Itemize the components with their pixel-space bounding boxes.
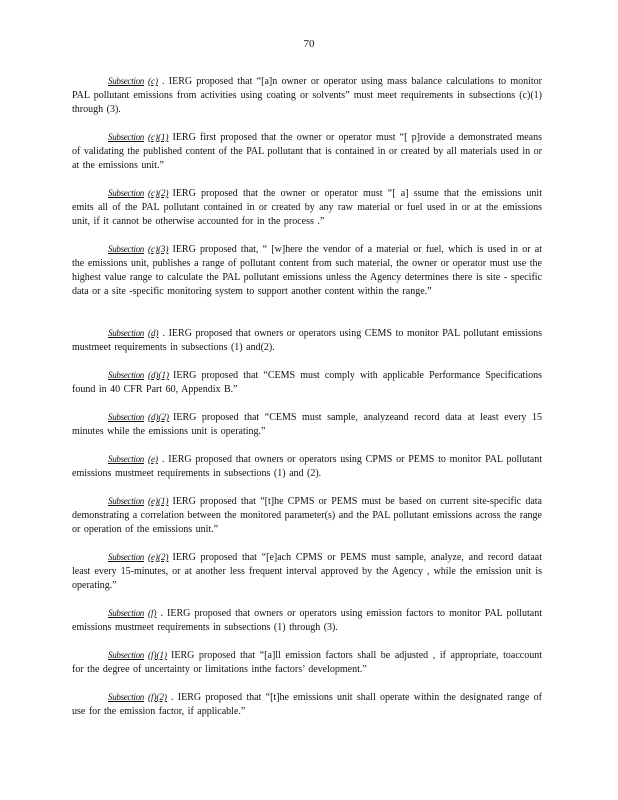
- subsection-ref: (c)(1): [148, 132, 169, 142]
- paragraph-d: [72, 326, 542, 355]
- paragraph-text: IERG proposed that “CEMS must comply with applicable Performance Specifications found in 40 CFR Part 60, Appendix B.”: [72, 370, 542, 395]
- paragraph-text: IERG first proposed that the owner or operator must “[ p]rovide a demonstrated means of validating the published content of the PAL pollutant that is contained in or created by all materials used in or at the emissions unit.”: [72, 132, 542, 171]
- paragraph-text: IERG proposed that “[e]ach CPMS or PEMS must sample, analyze, and record dataat least every 15-minutes, or at another less frequent interval approved by the Agency , while the emission unit is operating.”: [72, 552, 542, 591]
- subsection-ref: (e)(1): [148, 496, 169, 506]
- subsection-label: Subsection: [108, 328, 144, 338]
- paragraph-text: IERG proposed that “CEMS must sample, analyzeand record data at least every 15 minutes while the emissions unit is operating.”: [72, 412, 542, 437]
- subsection-ref: (d)(1): [148, 370, 169, 380]
- paragraph-e2: [72, 550, 542, 593]
- subsection-ref: (d)(2): [148, 412, 169, 422]
- paragraph-text: IERG proposed that the owner or operator must “[ a] ssume that the emissions unit emits all of the PAL pollutant contained in or created by any raw material or fuel used in or at the emissions unit, if it cannot be otherwise accounted for in the process .”: [72, 188, 542, 227]
- paragraph-text: IERG proposed that “[t]he CPMS or PEMS must be based on current site-specific data demonstrating a correlation between the monitored parameter(s) and the PAL pollutant emissions across the range or operation of the emissions unit.”: [72, 496, 542, 535]
- paragraph-text: . IERG proposed that owners or operators using CEMS to monitor PAL pollutant emissions mustmeet requirements in subsections (1) and(2).: [72, 328, 542, 353]
- paragraph-e1: [72, 494, 542, 537]
- subsection-ref: (f)(1): [148, 650, 167, 660]
- subsection-label: Subsection: [108, 496, 144, 506]
- paragraph-text: . IERG proposed that owners or operators using CPMS or PEMS to monitor PAL pollutant emissions mustmeet requirements in subsections (1) and (2).: [72, 454, 542, 479]
- subsection-label: Subsection: [108, 650, 144, 660]
- subsection-ref: (c)(3): [148, 244, 169, 254]
- subsection-label: Subsection: [108, 552, 144, 562]
- subsection-ref: (e): [148, 454, 158, 464]
- paragraph-c: [72, 74, 542, 117]
- page-number: 70: [303, 38, 315, 50]
- subsection-label: Subsection: [108, 188, 144, 198]
- subsection-label: Subsection: [108, 412, 144, 422]
- subsection-label: Subsection: [108, 454, 144, 464]
- paragraph-d2: [72, 410, 542, 439]
- subsection-label: Subsection: [108, 132, 144, 142]
- paragraph-f1: [72, 648, 542, 677]
- paragraph-e: [72, 452, 542, 481]
- subsection-ref: (f): [148, 608, 157, 618]
- subsection-label: Subsection: [108, 244, 144, 254]
- paragraph-d1: [72, 368, 542, 397]
- subsection-ref: (c): [148, 76, 158, 86]
- paragraph-f: [72, 606, 542, 635]
- subsection-ref: (f)(2): [148, 692, 167, 702]
- subsection-label: Subsection: [108, 76, 144, 86]
- paragraph-text: IERG proposed that, “ [w]here the vendor of a material or fuel, which is used in or at the emissions unit, publishes a range of pollutant content from such material, the owner or operator must use the highest value range to calculate the PAL pollutant emissions unless the Agency determines there is site - specific data or a site -specific monitoring system to support another content within the range.”: [72, 244, 542, 297]
- subsection-label: Subsection: [108, 370, 144, 380]
- subsection-ref: (c)(2): [148, 188, 169, 198]
- paragraph-text: . IERG proposed that owners or operators using emission factors to monitor PAL pollutant emissions mustmeet requirements in subsections (1) through (3).: [72, 608, 542, 633]
- paragraph-text: . IERG proposed that “[t]he emissions unit shall operate within the designated range of use for the emission factor, if applicable.”: [72, 692, 542, 717]
- subsection-label: Subsection: [108, 692, 144, 702]
- paragraph-c2: [72, 186, 542, 229]
- paragraph-c3: [72, 242, 542, 299]
- paragraph-text: . IERG proposed that “[a]n owner or operator using mass balance calculations to monitor PAL pollutant emissions from activities using coating or solvents” must meet requirements in subsections (c)(1) through (3).: [72, 76, 542, 115]
- subsection-ref: (d): [148, 328, 159, 338]
- subsection-label: Subsection: [108, 608, 144, 618]
- paragraph-c1: [72, 130, 542, 173]
- paragraph-f2: [72, 690, 542, 719]
- paragraph-text: IERG proposed that “[a]ll emission factors shall be adjusted , if appropriate, toaccount for the degree of uncertainty or limitations inthe factors’ development.”: [72, 650, 542, 675]
- subsection-ref: (e)(2): [148, 552, 169, 562]
